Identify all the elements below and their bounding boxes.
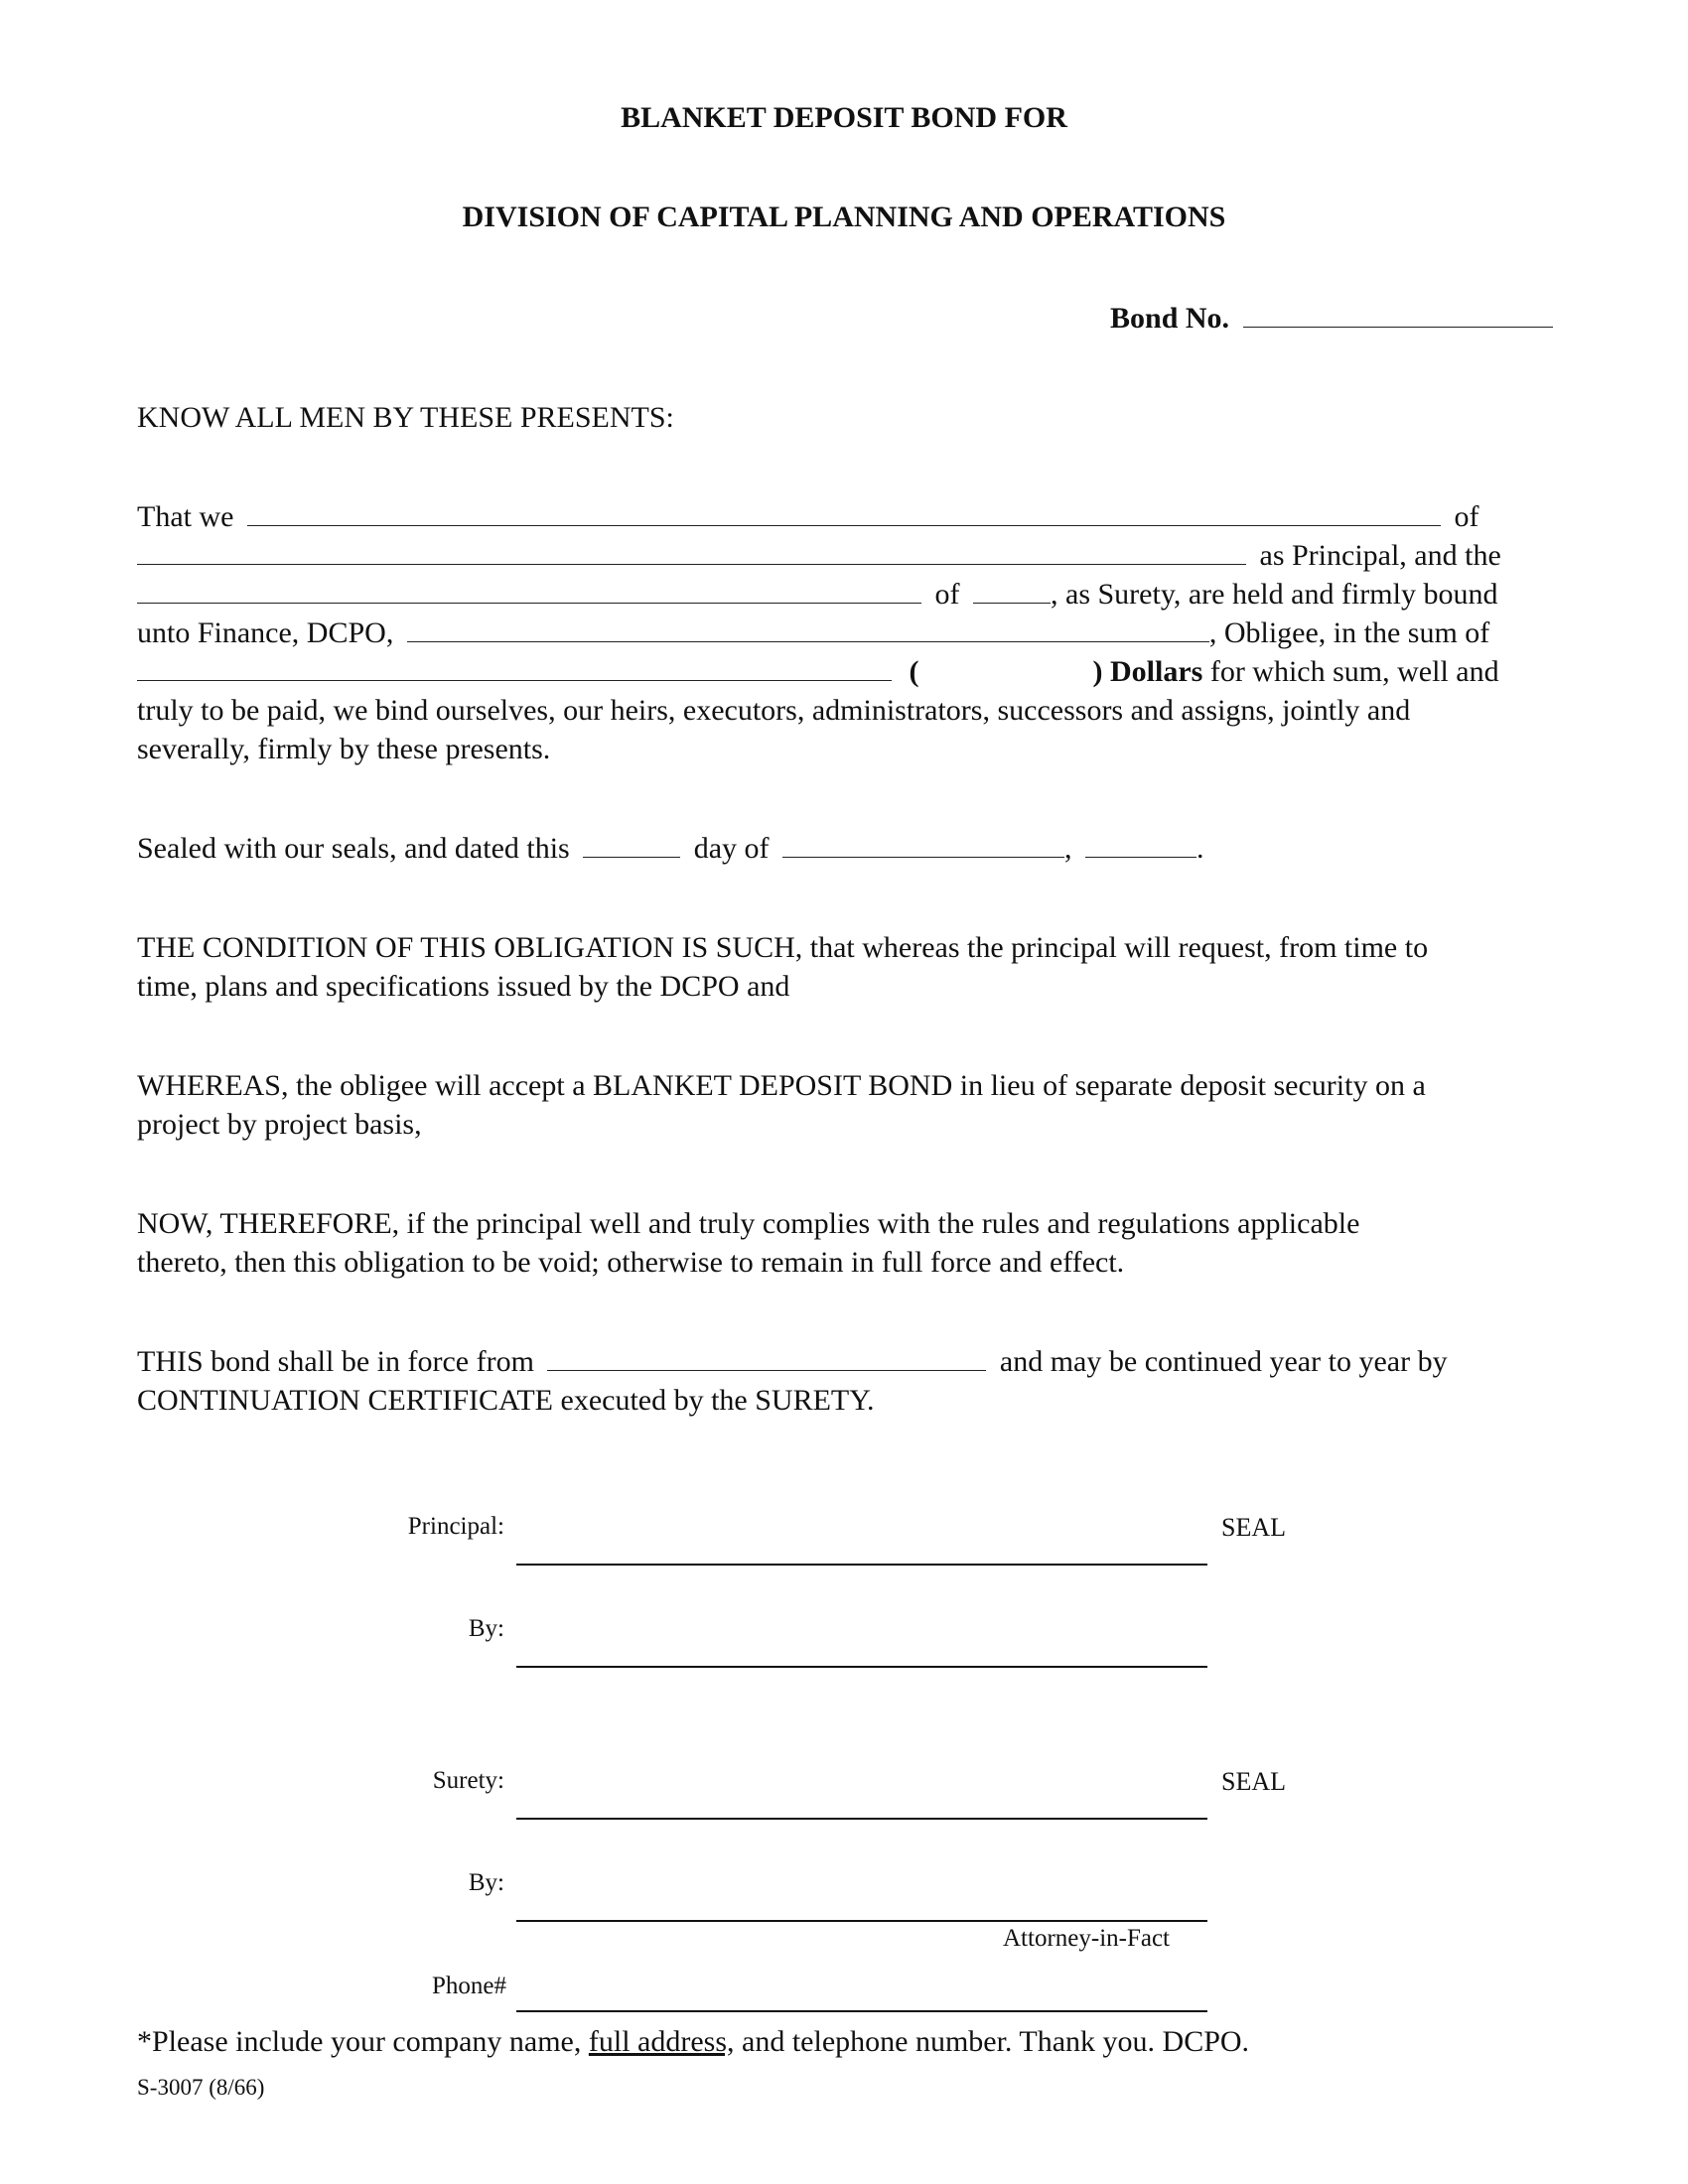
- day-of-text: day of: [693, 832, 770, 865]
- whereas-line-2: project by project basis,: [137, 1108, 422, 1141]
- footnote-full-address: full address,: [588, 2025, 735, 2058]
- of-text-1: of: [1454, 500, 1479, 533]
- sum-words-field[interactable]: [137, 653, 892, 681]
- surety-by-label: By:: [468, 1869, 504, 1896]
- phone-label: Phone#: [432, 1973, 506, 1999]
- attorney-in-fact-label: Attorney-in-Fact: [1003, 1925, 1171, 1952]
- footnote-part1: *Please include your company name,: [137, 2025, 582, 2058]
- form-number: S-3007 (8/66): [137, 2075, 265, 2100]
- bond-no-field[interactable]: [1243, 300, 1553, 328]
- surety-name-field[interactable]: [137, 576, 921, 604]
- body-line-7: severally, firmly by these presents.: [137, 733, 551, 765]
- in-force-prefix: THIS bond shall be in force from: [137, 1345, 534, 1378]
- date-day-field[interactable]: [583, 830, 680, 858]
- bond-no-row: [1110, 300, 1553, 338]
- sealed-text: Sealed with our seals, and dated this: [137, 832, 570, 865]
- body-line-3: [137, 576, 1497, 614]
- surety-seal: SEAL: [1221, 1767, 1286, 1796]
- whereas-line-1: WHEREAS, the obligee will accept a BLANKET DEPOSIT BOND in lieu of separate deposit security on a: [137, 1069, 1426, 1102]
- now-therefore-line-2: thereto, then this obligation to be void; otherwise to remain in full force and effect.: [137, 1246, 1125, 1279]
- date-period: .: [1196, 832, 1204, 865]
- surety-by-signature-line[interactable]: [516, 1920, 1207, 1922]
- date-month-field[interactable]: [782, 830, 1064, 858]
- dollars-text: ) Dollars: [1092, 655, 1203, 688]
- phone-line[interactable]: [516, 2010, 1207, 2012]
- body-line-6: truly to be paid, we bind ourselves, our heirs, executors, administrators, successors and assigns, jointly and: [137, 694, 1411, 727]
- condition-line-2: time, plans and specifications issued by the DCPO and: [137, 970, 790, 1003]
- body-line-1: [137, 498, 1478, 536]
- that-we-text: That we: [137, 500, 234, 533]
- principal-by-signature-line[interactable]: [516, 1666, 1207, 1668]
- surety-label: Surety:: [432, 1767, 504, 1794]
- sealed-line: [137, 830, 1204, 868]
- footnote: [137, 2025, 1249, 2059]
- principal-seal: SEAL: [1221, 1513, 1286, 1542]
- in-force-line-1: [137, 1343, 1448, 1381]
- paren-open: (: [909, 655, 919, 688]
- surety-signature-line[interactable]: [516, 1818, 1207, 1820]
- as-surety-text: , as Surety, are held and firmly bound: [1051, 578, 1498, 611]
- in-force-date-field[interactable]: [547, 1343, 986, 1371]
- principal-name-field[interactable]: [247, 498, 1441, 526]
- as-principal-text: as Principal, and the: [1259, 539, 1501, 572]
- principal-address-field[interactable]: [137, 537, 1246, 565]
- principal-label: Principal:: [407, 1513, 504, 1540]
- principal-signature-line[interactable]: [516, 1564, 1207, 1566]
- obligee-text: , Obligee, in the sum of: [1208, 616, 1490, 649]
- now-therefore-line-1: NOW, THEREFORE, if the principal well and truly complies with the rules and regulations applicable: [137, 1207, 1360, 1240]
- body-line-5: [137, 653, 1499, 691]
- unto-text: unto Finance, DCPO,: [137, 616, 394, 649]
- body-line-2: [137, 537, 1501, 575]
- date-year-field[interactable]: [1085, 830, 1196, 858]
- bond-no-label: Bond No.: [1110, 302, 1230, 335]
- date-comma: ,: [1064, 832, 1072, 865]
- condition-line-1: THE CONDITION OF THIS OBLIGATION IS SUCH, that whereas the principal will request, from time to: [137, 931, 1429, 964]
- body-line-4: [137, 614, 1489, 652]
- in-force-suffix: and may be continued year to year by: [999, 1345, 1448, 1378]
- for-which-text: for which sum, well and: [1209, 655, 1499, 688]
- obligee-field[interactable]: [407, 614, 1209, 642]
- of-text-2: of: [934, 578, 960, 611]
- in-force-line-2: CONTINUATION CERTIFICATE executed by the SURETY.: [137, 1384, 875, 1417]
- footnote-part2: and telephone number. Thank you. DCPO.: [742, 2025, 1250, 2058]
- preamble: KNOW ALL MEN BY THESE PRESENTS:: [137, 401, 674, 434]
- form-title-line1: BLANKET DEPOSIT BOND FOR: [621, 101, 1067, 134]
- surety-state-field[interactable]: [973, 576, 1051, 604]
- form-title-line2: DIVISION OF CAPITAL PLANNING AND OPERATIONS: [462, 201, 1226, 233]
- principal-by-label: By:: [468, 1615, 504, 1642]
